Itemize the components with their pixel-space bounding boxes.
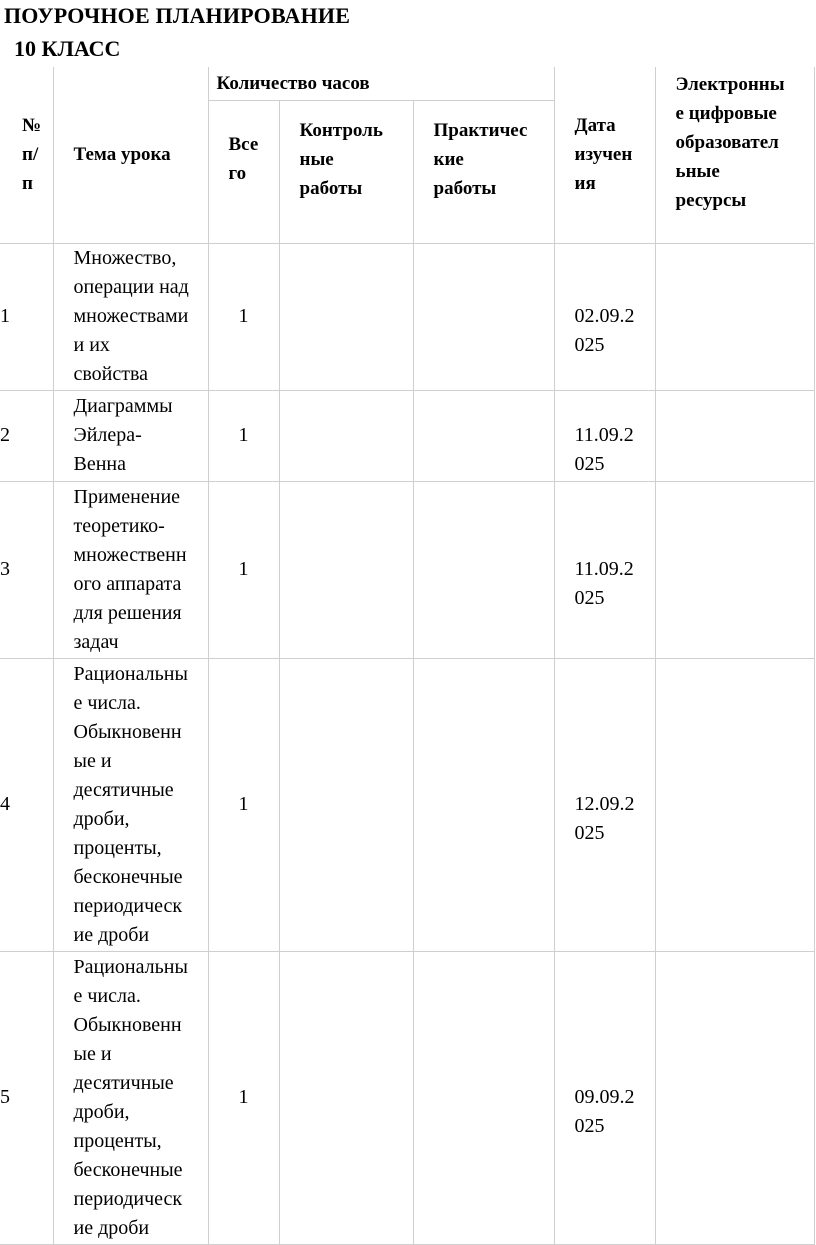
title-line-1: ПОУРОЧНОЕ ПЛАНИРОВАНИЕ: [4, 3, 351, 28]
topic-line: Рациональны: [73, 662, 188, 685]
row-date: [554, 243, 655, 390]
topic-line: и их: [73, 334, 110, 356]
row-total-hours: 1: [208, 243, 279, 390]
topic-line: теоретико-: [73, 514, 165, 537]
topic-line: свойства: [73, 363, 149, 385]
header-resources-line: е цифровые: [675, 103, 777, 124]
row-resources: [655, 243, 814, 390]
header-total: [208, 100, 279, 243]
table-row: [0, 951, 814, 1244]
row-resources: [655, 481, 814, 658]
topic-line: периодическ: [73, 894, 183, 917]
header-hours-group: [208, 67, 554, 100]
header-total-line: Все: [228, 133, 259, 155]
date-line: 025: [574, 453, 605, 475]
topic-line: операции над: [73, 276, 189, 298]
topic-line: бесконечные: [73, 1158, 183, 1181]
date-line: 02.09.2: [574, 305, 635, 327]
topic-line: е числа.: [73, 691, 141, 714]
date-line: 025: [574, 334, 605, 356]
row-num: 5: [0, 951, 53, 1244]
row-topic: [53, 390, 208, 481]
row-num: 1: [0, 243, 53, 390]
header-resources-line: образовател: [675, 132, 779, 153]
header-resources-line: ьные: [675, 161, 720, 182]
header-practical: [413, 100, 554, 243]
topic-line: десятичные: [73, 778, 174, 801]
topic-line: Обыкновенн: [73, 720, 182, 743]
topic-line: десятичные: [73, 1071, 174, 1094]
row-topic: [53, 951, 208, 1244]
topic-line: проценты,: [73, 1129, 162, 1152]
header-resources: [655, 67, 814, 243]
row-control-works: [279, 243, 413, 390]
row-num: 2: [0, 390, 53, 481]
row-resources: [655, 951, 814, 1244]
header-date: [554, 67, 655, 243]
topic-line: периодическ: [73, 1187, 183, 1210]
row-control-works: [279, 951, 413, 1244]
header-date-line: изучен: [574, 144, 633, 166]
topic-line: Применение: [73, 485, 181, 508]
topic-line: задач: [73, 630, 119, 653]
header-control: [279, 100, 413, 243]
row-topic: [53, 658, 208, 951]
header-control-line: ные: [299, 148, 334, 170]
header-topic: [53, 67, 208, 243]
row-date: [554, 658, 655, 951]
topic-line: ые и: [73, 749, 112, 772]
topic-line: множествами: [73, 305, 189, 327]
table-row: [0, 481, 814, 658]
date-line: 11.09.2: [574, 558, 634, 580]
lesson-plan-table: [0, 67, 815, 1245]
header-control-line: работы: [299, 177, 363, 199]
header-resources-line: Электронны: [675, 74, 785, 95]
header-row-1: [0, 67, 814, 100]
row-control-works: [279, 658, 413, 951]
topic-line: дроби,: [73, 807, 130, 830]
row-practical-works: [413, 658, 554, 951]
row-control-works: [279, 481, 413, 658]
date-line: 09.09.2: [574, 1086, 635, 1108]
row-num: 3: [0, 481, 53, 658]
topic-line: проценты,: [73, 836, 162, 859]
header-control-line: Контроль: [299, 119, 383, 141]
row-total-hours: 1: [208, 951, 279, 1244]
row-total-hours: 1: [208, 481, 279, 658]
topic-line: бесконечные: [73, 865, 183, 888]
topic-line: е числа.: [73, 984, 141, 1007]
header-date-line: ия: [574, 173, 596, 195]
topic-line: Венна: [73, 453, 126, 475]
topic-line: ие дроби: [73, 923, 150, 946]
row-date: [554, 481, 655, 658]
topic-line: ые и: [73, 1042, 112, 1065]
header-num-line: №: [22, 115, 42, 137]
header-practical-line: Практичес: [433, 119, 528, 141]
topic-line: Множество,: [73, 247, 177, 269]
header-date-line: Дата: [574, 115, 616, 137]
title-line-2: 10 КЛАСС: [14, 36, 121, 61]
topic-line: ие дроби: [73, 1216, 150, 1239]
date-line: 12.09.2: [574, 793, 635, 815]
topic-line: Рациональны: [73, 955, 188, 978]
row-practical-works: [413, 390, 554, 481]
table-row: [0, 390, 814, 481]
header-num: [0, 67, 53, 243]
header-num-line: п/: [22, 144, 39, 166]
header-total-line: го: [228, 162, 247, 184]
header-topic-label: Тема урока: [73, 144, 171, 166]
header-practical-line: работы: [433, 177, 497, 199]
table-row: [0, 658, 814, 951]
header-hours-label: Количество часов: [216, 72, 370, 94]
date-line: 11.09.2: [574, 424, 634, 446]
table-row: [0, 243, 814, 390]
topic-line: Обыкновенн: [73, 1013, 182, 1036]
topic-line: дроби,: [73, 1100, 130, 1123]
row-total-hours: 1: [208, 390, 279, 481]
row-date: [554, 951, 655, 1244]
row-practical-works: [413, 481, 554, 658]
date-line: 025: [574, 822, 605, 844]
row-total-hours: 1: [208, 658, 279, 951]
row-resources: [655, 658, 814, 951]
row-practical-works: [413, 243, 554, 390]
topic-line: Диаграммы: [73, 395, 173, 417]
topic-line: Эйлера-: [73, 424, 142, 446]
row-topic: [53, 243, 208, 390]
row-control-works: [279, 390, 413, 481]
row-practical-works: [413, 951, 554, 1244]
row-num: 4: [0, 658, 53, 951]
topic-line: множественн: [73, 543, 187, 566]
topic-line: для решения: [73, 601, 182, 624]
header-num-line: п: [22, 173, 33, 195]
date-line: 025: [574, 1115, 605, 1137]
row-resources: [655, 390, 814, 481]
header-resources-line: ресурсы: [675, 190, 747, 211]
row-date: [554, 390, 655, 481]
header-practical-line: кие: [433, 148, 464, 170]
date-line: 025: [574, 587, 605, 609]
row-topic: [53, 481, 208, 658]
topic-line: ого аппарата: [73, 572, 182, 595]
